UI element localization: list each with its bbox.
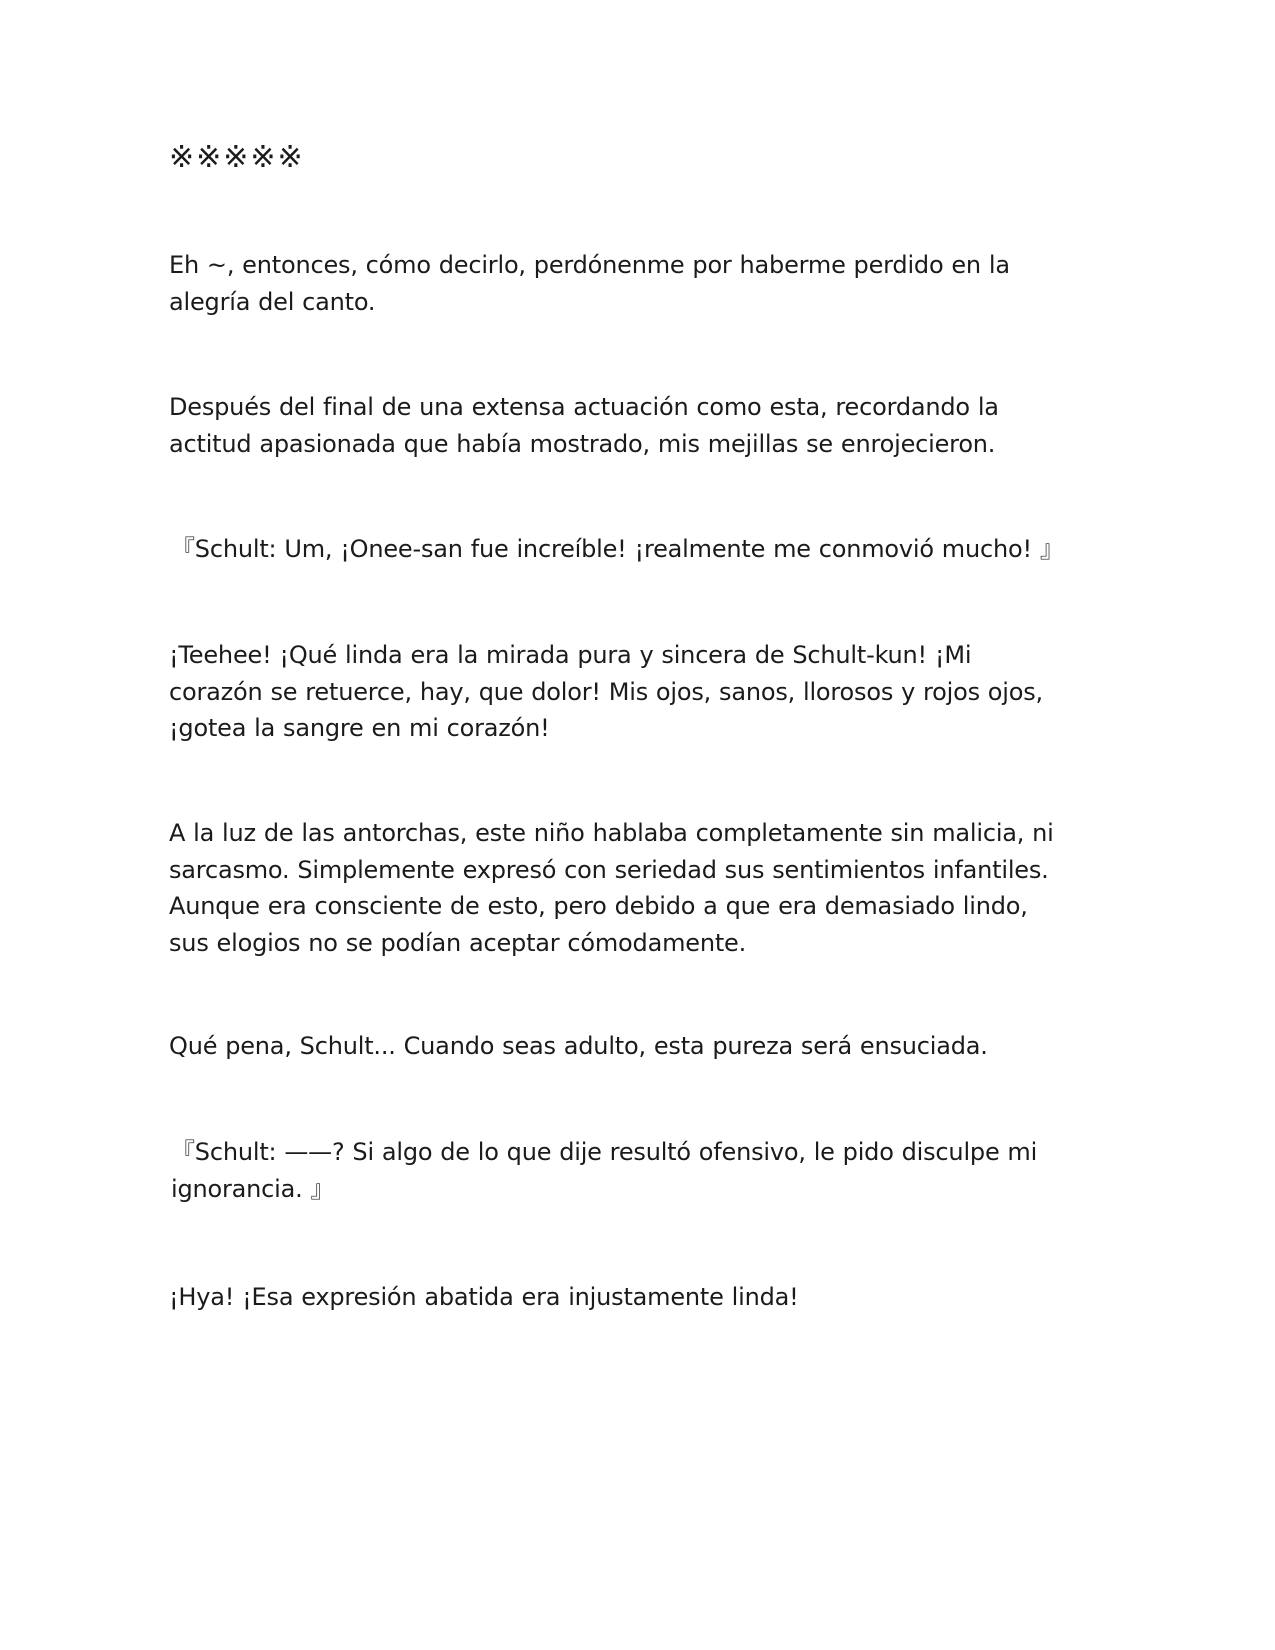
dialogue-1: 『Schult: Um, ¡Onee-san fue increíble! ¡realmente me conmovió mucho! 』: [171, 535, 1064, 563]
paragraph-2: Después del final de una extensa actuación como esta, recordando la actitud apasionada que había mostrado, mis mejillas se enrojecieron.: [169, 393, 999, 458]
paragraph-3: ¡Teehee! ¡Qué linda era la mirada pura y sincera de Schult-kun! ¡Mi corazón se retuerce, hay, que dolor! Mis ojos, sanos, llorosos y rojos ojos, ¡gotea la sangre en mi corazón!: [169, 641, 1043, 742]
dialogue-2: 『Schult: ——? Si algo de lo que dije resultó ofensivo, le pido disculpe mi ignorancia. 』: [171, 1138, 1038, 1203]
paragraph-4: A la luz de las antorchas, este niño hablaba completamente sin malicia, ni sarcasmo. Simplemente expresó con seriedad sus sentimientos infantiles. Aunque era consciente de esto, pero debido a que era demasiado lindo, sus elogios no se podían aceptar cómodamente.: [169, 819, 1054, 957]
paragraph-6: ¡Hya! ¡Esa expresión abatida era injustamente linda!: [169, 1283, 799, 1311]
scene-separator: ※※※※※: [169, 140, 305, 175]
paragraph-1: Eh ~, entonces, cómo decirlo, perdónenme por haberme perdido en la alegría del canto.: [169, 251, 1010, 316]
paragraph-5: Qué pena, Schult... Cuando seas adulto, esta pureza será ensuciada.: [169, 1032, 988, 1060]
